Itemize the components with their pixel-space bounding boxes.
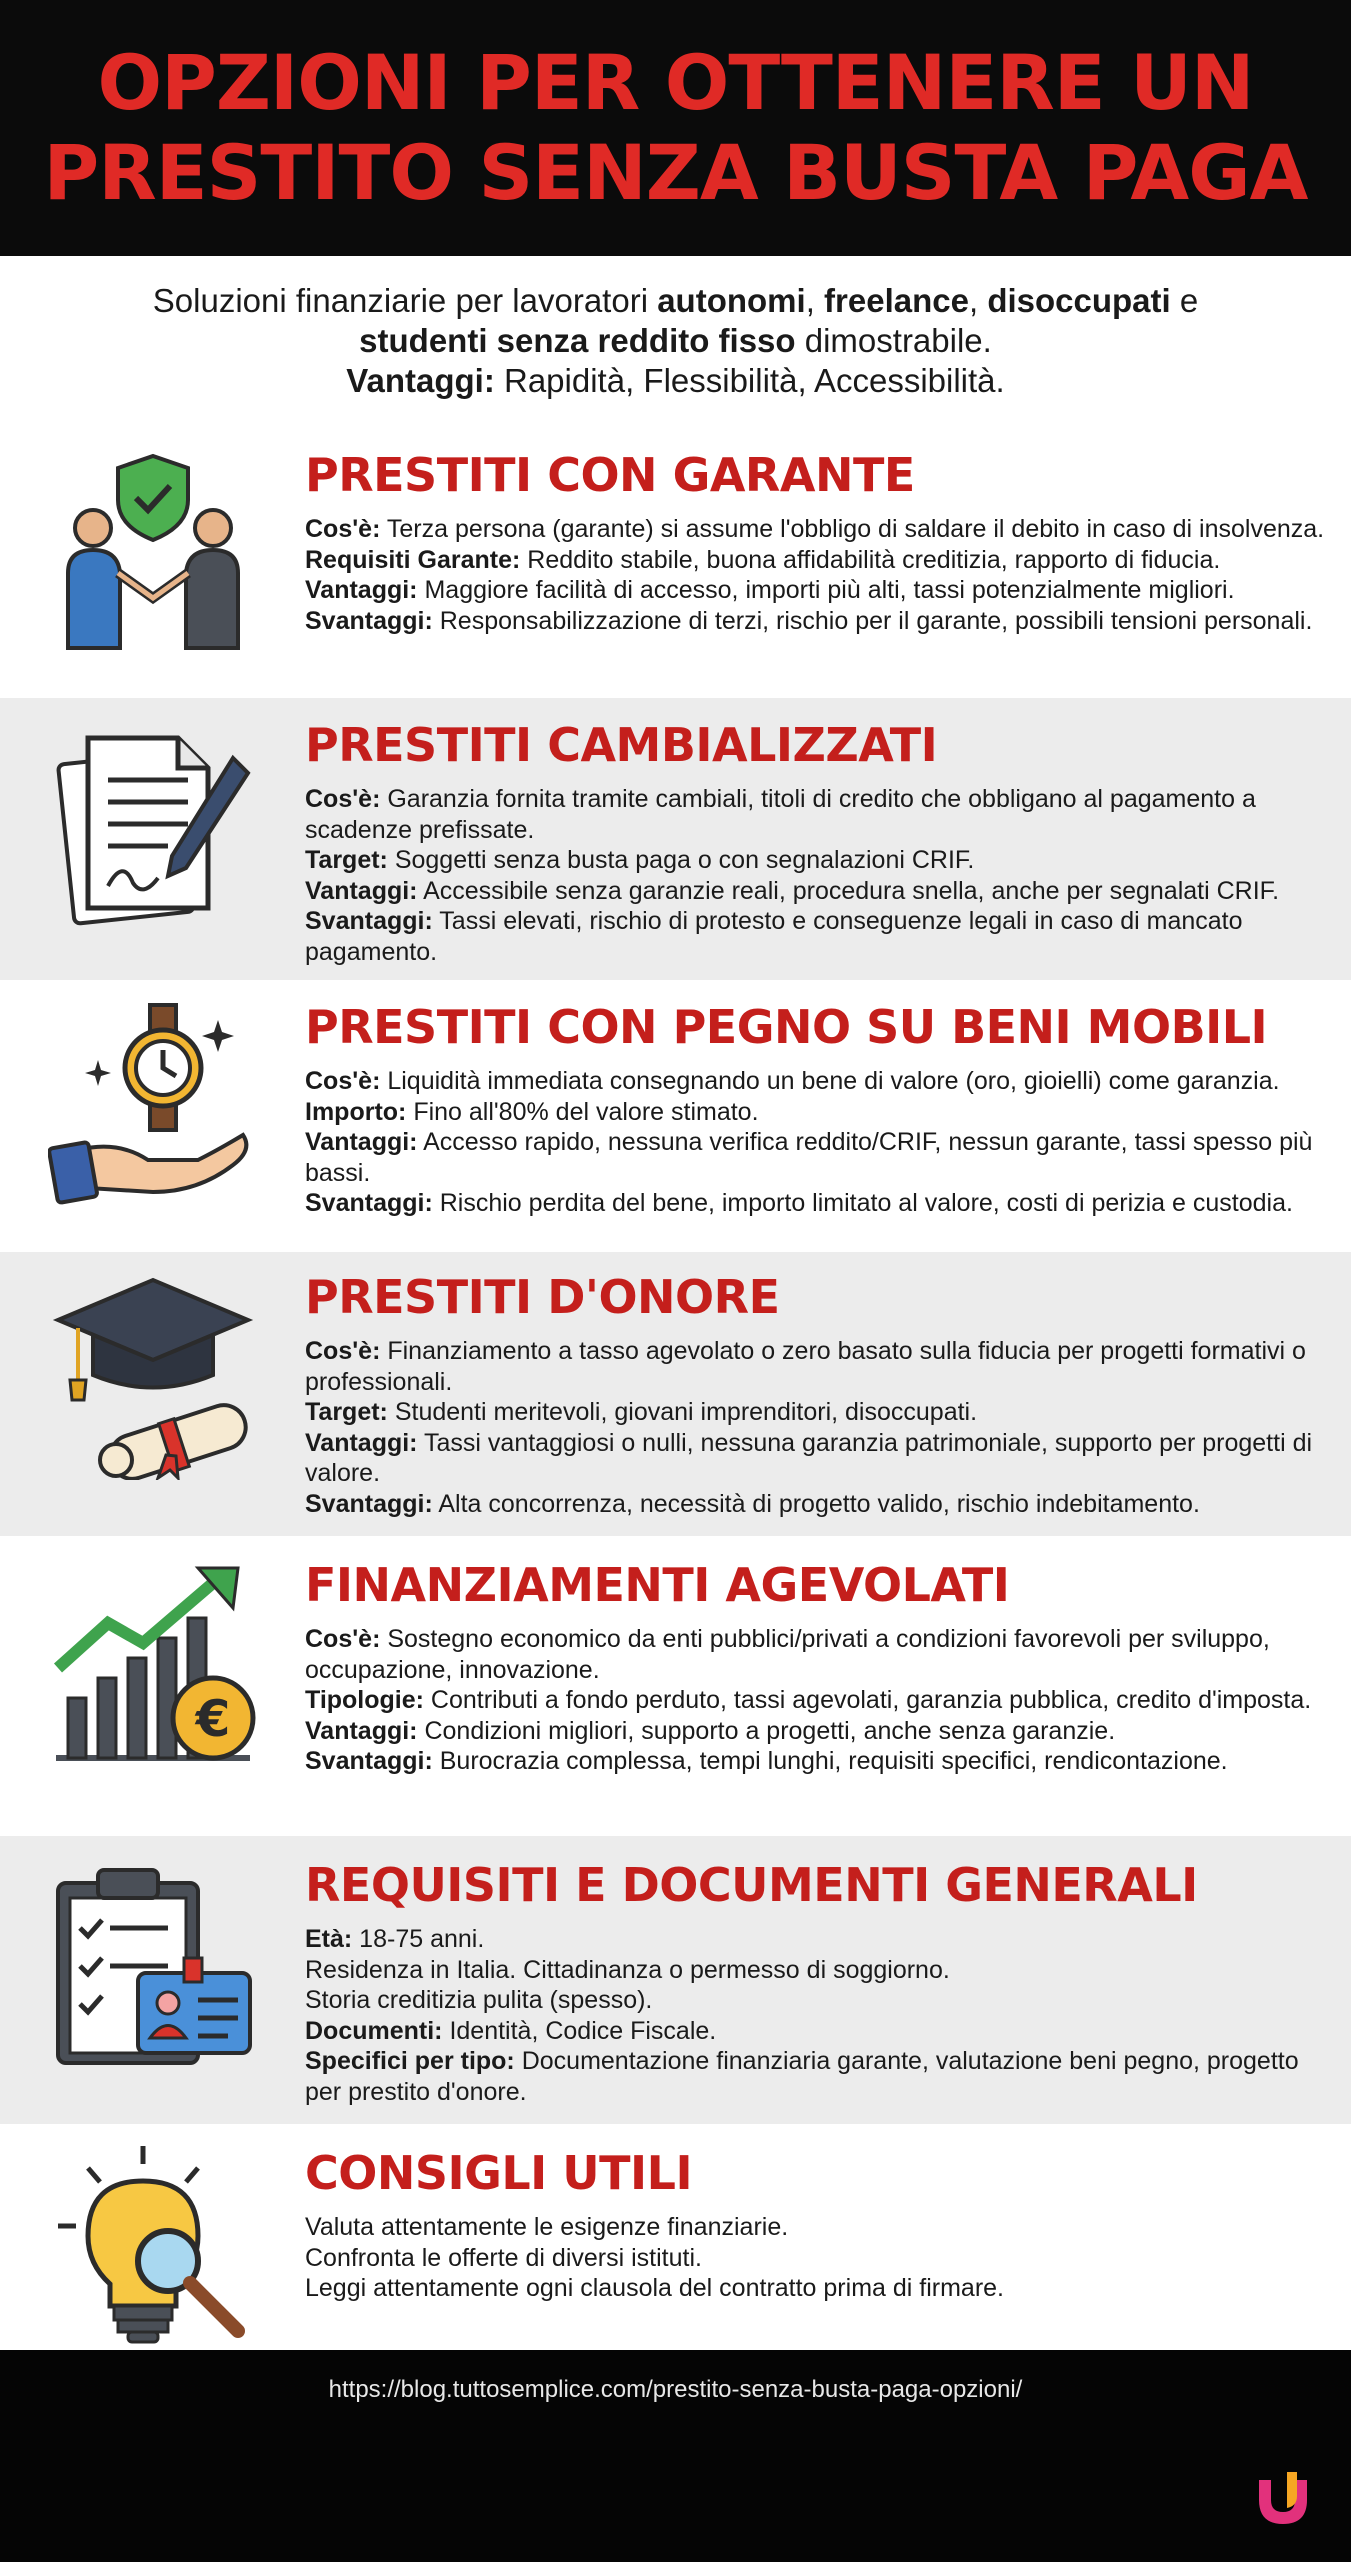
section-cambializzati bbox=[0, 698, 1351, 980]
footer bbox=[0, 2350, 1351, 2562]
intro-line-2: studenti senza reddito fisso dimostrabile. bbox=[359, 322, 992, 359]
handshake-guarantor-icon bbox=[48, 448, 258, 658]
section-line: Documenti: Identità, Codice Fiscale. bbox=[305, 2016, 717, 2045]
page-title bbox=[44, 38, 1308, 218]
section-line: Cos'è: Sostegno economico da enti pubblici/privati a condizioni favorevoli per sviluppo, occupazione, innovazione. bbox=[305, 1625, 1270, 1684]
section-line: Confronta le offerte di diversi istituti. bbox=[305, 2243, 702, 2272]
section-line: Vantaggi: Accessibile senza garanzie reali, procedura snella, anche per segnalati CRIF. bbox=[305, 876, 1280, 905]
section-body bbox=[305, 1558, 1351, 1777]
section-line: Importo: Fino all'80% del valore stimato. bbox=[305, 1097, 759, 1126]
section-line: Svantaggi: Rischio perdita del bene, importo limitato al valore, costi di perizia e custodia. bbox=[305, 1189, 1293, 1217]
section-line: Vantaggi: Tassi vantaggiosi o nulli, nessuna garanzia patrimoniale, supporto per progetti di valore. bbox=[305, 1428, 1313, 1487]
section-line: Vantaggi: Maggiore facilità di accesso, importi più alti, tassi potenzialmente migliori. bbox=[305, 576, 1235, 604]
section-line: Target: Soggetti senza busta paga o con segnalazioni CRIF. bbox=[305, 846, 975, 874]
graduation-cap-diploma-icon bbox=[48, 1270, 258, 1480]
section-title: FINANZIAMENTI AGEVOLATI bbox=[305, 1558, 1010, 1612]
section-line: Residenza in Italia. Cittadinanza o permesso di soggiorno. bbox=[305, 1955, 950, 1984]
section-garante bbox=[0, 426, 1351, 698]
svg-text:€: € bbox=[195, 1690, 230, 1748]
intro-line-3: Vantaggi: Rapidità, Flessibilità, Accessibilità. bbox=[346, 362, 1005, 399]
section-line: Storia creditizia pulita (spesso). bbox=[305, 1986, 653, 2014]
section-line: Svantaggi: Tassi elevati, rischio di protesto e conseguenze legali in caso di mancato pagamento. bbox=[305, 907, 1243, 966]
intro-block bbox=[0, 256, 1351, 426]
page-title-line-2: PRESTITO SENZA BUSTA PAGA bbox=[43, 128, 1308, 217]
section-requisiti bbox=[0, 1836, 1351, 2124]
section-title: PRESTITI CAMBIALIZZATI bbox=[305, 718, 938, 772]
document-signature-icon bbox=[48, 718, 258, 928]
section-title: PRESTITI CON PEGNO SU BENI MOBILI bbox=[305, 1000, 1268, 1054]
section-line: Target: Studenti meritevoli, giovani imprenditori, disoccupati. bbox=[305, 1398, 978, 1426]
source-url[interactable]: https://blog.tuttosemplice.com/prestito-senza-busta-paga-opzioni/ bbox=[328, 2376, 1023, 2403]
section-body bbox=[305, 1000, 1351, 1219]
section-agevolati bbox=[0, 1536, 1351, 1836]
section-line: Cos'è: Garanzia fornita tramite cambiali, titoli di credito che obbligano al pagamento a scadenze prefissate. bbox=[305, 785, 1256, 844]
header-banner bbox=[0, 0, 1351, 256]
hand-watch-pawn-icon bbox=[48, 1000, 258, 1210]
lightbulb-magnifier-icon bbox=[48, 2146, 258, 2356]
section-line: Valuta attentamente le esigenze finanziarie. bbox=[305, 2213, 789, 2241]
section-line: Tipologie: Contributi a fondo perduto, tassi agevolati, garanzia pubblica, credito d'imposta. bbox=[305, 1686, 1312, 1714]
section-body bbox=[305, 1270, 1351, 1519]
section-line: Vantaggi: Condizioni migliori, supporto a progetti, anche senza garanzie. bbox=[305, 1716, 1116, 1745]
section-line: Cos'è: Liquidità immediata consegnando un bene di valore (oro, gioielli) come garanzia. bbox=[305, 1067, 1280, 1095]
section-onore bbox=[0, 1252, 1351, 1536]
section-line: Cos'è: Finanziamento a tasso agevolato o zero basato sulla fiducia per progetti formativi o professionali. bbox=[305, 1337, 1306, 1396]
section-title: PRESTITI D'ONORE bbox=[305, 1270, 780, 1324]
section-body bbox=[305, 718, 1351, 967]
section-line: Svantaggi: Alta concorrenza, necessità di progetto valido, rischio indebitamento. bbox=[305, 1489, 1200, 1518]
section-line: Specifici per tipo: Documentazione finanziaria garante, valutazione beni pegno, progetto per prestito d'onore. bbox=[305, 2047, 1299, 2106]
section-body bbox=[305, 2146, 1351, 2304]
section-body bbox=[305, 1858, 1351, 2107]
section-title: CONSIGLI UTILI bbox=[305, 2146, 693, 2200]
section-line: Leggi attentamente ogni clausola del contratto prima di firmare. bbox=[305, 2274, 1004, 2302]
section-title: REQUISITI E DOCUMENTI GENERALI bbox=[305, 1858, 1198, 1912]
growth-chart-euro-icon bbox=[48, 1558, 258, 1768]
section-line: Vantaggi: Accesso rapido, nessuna verifica reddito/CRIF, nessun garante, tassi spesso più bassi. bbox=[305, 1128, 1313, 1187]
section-line: Requisiti Garante: Reddito stabile, buona affidabilità creditizia, rapporto di fiducia. bbox=[305, 545, 1221, 574]
section-line: Cos'è: Terza persona (garante) si assume l'obbligo di saldare il debito in caso di insolvenza. bbox=[305, 515, 1325, 543]
section-pegno bbox=[0, 980, 1351, 1252]
brand-logo-icon bbox=[1251, 2466, 1315, 2530]
intro-line-1: Soluzioni finanziarie per lavoratori autonomi, freelance, disoccupati e bbox=[152, 282, 1199, 319]
section-line: Età: 18-75 anni. bbox=[305, 1925, 485, 1953]
clipboard-id-card-icon bbox=[48, 1858, 258, 2068]
section-line: Svantaggi: Burocrazia complessa, tempi lunghi, requisiti specifici, rendicontazione. bbox=[305, 1747, 1228, 1775]
section-body bbox=[305, 448, 1351, 636]
page-title-line-1: OPZIONI PER OTTENERE UN bbox=[97, 38, 1254, 127]
section-title: PRESTITI CON GARANTE bbox=[305, 448, 915, 502]
section-line: Svantaggi: Responsabilizzazione di terzi, rischio per il garante, possibili tensioni personali. bbox=[305, 606, 1313, 635]
section-consigli bbox=[0, 2124, 1351, 2350]
